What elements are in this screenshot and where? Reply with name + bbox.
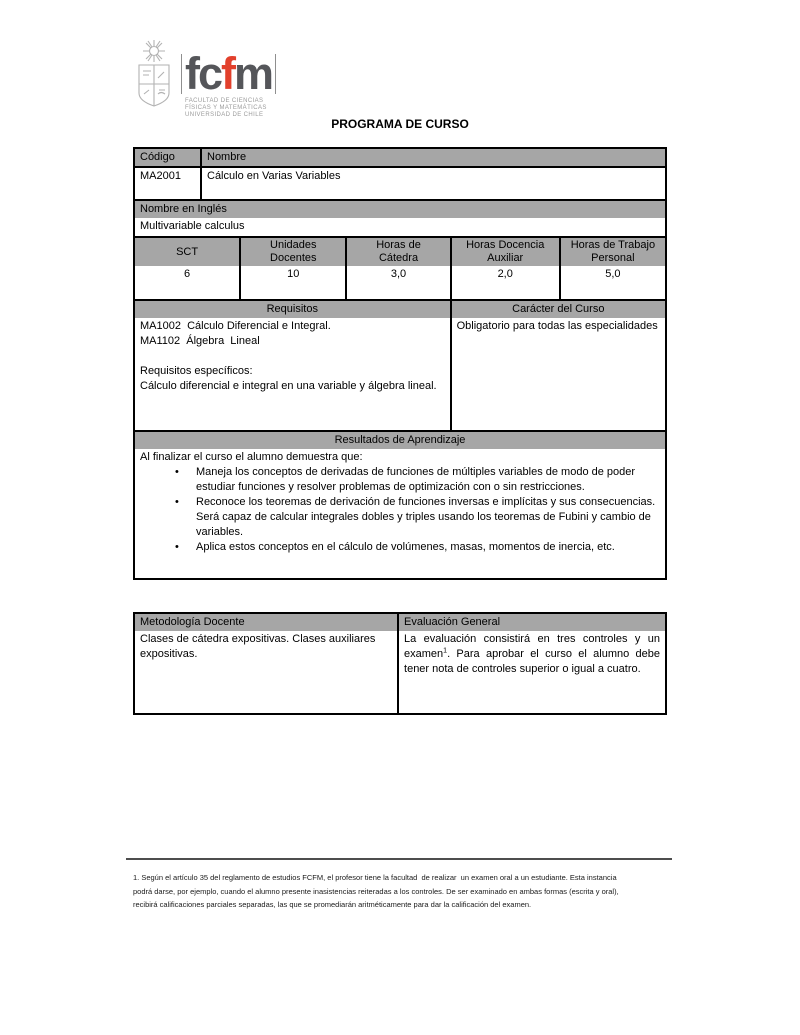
unidades-docentes-value: 10 [239,266,345,299]
bullet-icon: • [175,466,179,478]
code-name-value-row [135,166,665,199]
horas-docencia-auxiliar-value: 2,0 [450,266,559,299]
nombre-ingles-value: Multivariable calculus [140,220,245,232]
resultados-header-row [135,430,665,449]
fcfm-wordmark-block [181,48,276,119]
evaluacion-text-post: . Para aprobar el curso el alumno debe tener nota de controles superior o igual a cuatro. [404,648,660,675]
credits-header-row [135,236,665,266]
horas-trabajo-personal-header: Horas de Trabajo Personal [559,238,665,266]
requisito-line: MA1102 Álgebra Lineal [140,335,260,347]
methodology-evaluation-table [133,612,667,715]
code-name-header-row [135,149,665,166]
resultado-bullet-item [140,540,660,555]
english-name-header-row [135,199,665,218]
requisito-line [140,349,445,364]
logo-subtext-line: UNIVERSIDAD DE CHILE [185,112,264,118]
horas-catedra-header: Horas de Cátedra [345,238,449,266]
requisitos-header: Requisitos [135,301,450,318]
caracter-header: Carácter del Curso [450,301,665,318]
requisito-line: MA1002 Cálculo Diferencial e Integral. [140,320,331,332]
requisito-line: Cálculo diferencial e integral en una variable y álgebra lineal. [140,380,437,392]
footnote-line: recibirá calificaciones parciales separadas, las que se promediarán aritméticamente para dar la calificación del examen. [133,900,532,909]
wordmark-m: m [234,48,273,99]
methodology-header-row [135,614,665,631]
bullet-icon: • [175,496,179,508]
wordmark-red-f: f [221,48,235,99]
footnote-ref-superscript: 1 [443,647,448,655]
footnote-line: 1. Según el artículo 35 del reglamento de estudios FCFM, el profesor tiene la facultad de realizar un examen oral a un estudiante. Esta instancia [133,873,617,882]
bullet-text: Aplica estos conceptos en el cálculo de volúmenes, masas, momentos de inercia, etc. [196,541,615,553]
footnote-separator [126,858,672,860]
fcfm-wordmark [181,48,276,99]
requisitos-header-row [135,299,665,318]
nombre-value: Cálculo en Varias Variables [200,168,665,199]
bullet-text: Maneja los conceptos de derivadas de funciones de múltiples variables de modo de poder estudiar funciones y resolver problemas de optimización con o sin restricciones. [196,466,636,493]
caracter-content: Obligatorio para todas las especialidades [450,318,665,430]
resultados-header: Resultados de Aprendizaje [135,432,665,449]
logo-subtext-line: FÍSICAS Y MATEMÁTICAS [185,105,267,111]
horas-catedra-value: 3,0 [345,266,449,299]
footnote [133,871,678,912]
resultado-bullet-item [140,495,660,540]
nombre-ingles-header: Nombre en Inglés [135,201,665,218]
requisitos-content-row [135,318,665,430]
codigo-value: MA2001 [140,170,181,182]
methodology-content-row [135,631,665,715]
course-info-table [133,147,667,580]
english-name-value-row [135,218,665,236]
horas-docencia-auxiliar-header: Horas Docencia Auxiliar [450,238,559,266]
resultados-content-row [135,449,665,578]
codigo-header: Código [135,149,200,166]
evaluacion-text-pre: La evaluación consistirá en tres controles y un examen [404,633,660,660]
footnote-line: podrá darse, por ejemplo, cuando el alumno presente inasistencias reiteradas a los controles. De ser examinado en ambas formas (escrita y oral), [133,886,619,896]
resultados-intro: Al finalizar el curso el alumno demuestra que: [140,451,363,463]
horas-trabajo-personal-value: 5,0 [559,266,665,299]
resultado-bullet-item [140,465,660,495]
fcfm-logo [131,38,276,119]
logo-subtext-line: FACULTAD DE CIENCIAS [185,98,264,104]
university-crest-icon [131,38,177,116]
bullet-text: Reconoce los teoremas de derivación de funciones inversas e implícitas y sus consecuencias. Será capaz de calcular integrales dobles y triples usando los teoremas de Fubini y cambio de variables. [196,496,656,538]
wordmark-fc: fc [185,48,222,99]
requisitos-content [135,318,450,430]
unidades-docentes-header: Unidades Docentes [239,238,345,266]
bullet-icon: • [175,541,179,553]
sct-value: 6 [184,268,191,280]
metodologia-content: Clases de cátedra expositivas. Clases auxiliares expositivas. [140,633,376,660]
evaluacion-content [397,631,665,715]
page-title: PROGRAMA DE CURSO [331,117,469,131]
requisito-line: Requisitos específicos: [140,365,253,377]
logo-subtext [181,98,276,119]
metodologia-header: Metodología Docente [135,614,397,631]
sct-header: SCT [135,238,239,266]
nombre-header: Nombre [200,149,665,166]
evaluacion-header: Evaluación General [397,614,665,631]
credits-values-row [135,266,665,299]
resultados-content [135,449,665,578]
